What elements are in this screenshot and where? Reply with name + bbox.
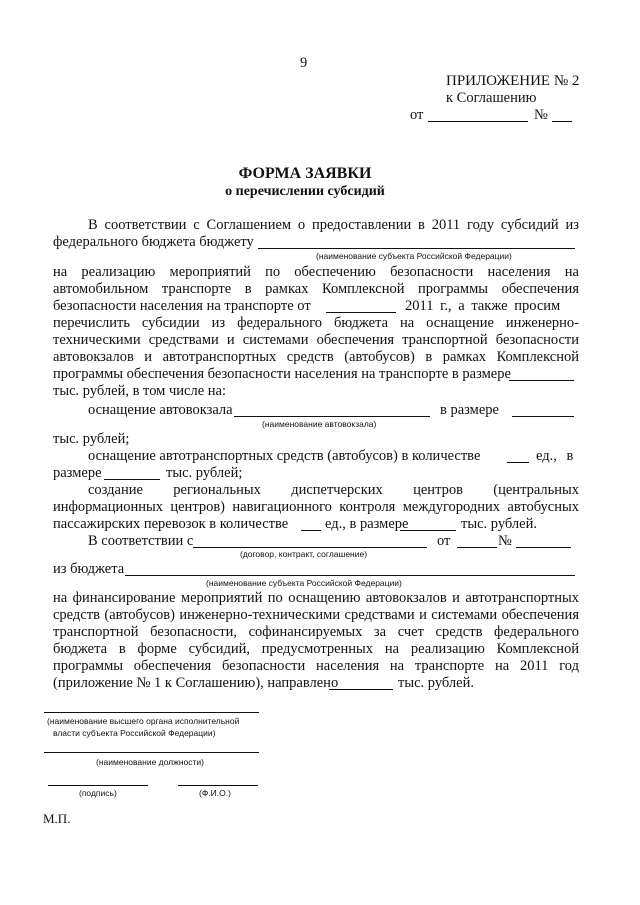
- body-line: информационных центров) навигационного контроля междугородних автобусных: [53, 499, 579, 515]
- body-line: тыс. рублей;: [53, 431, 130, 447]
- body-line: (приложение № 1 к Соглашению), направлено: [53, 675, 339, 691]
- appendix-label: ПРИЛОЖЕНИЕ № 2: [446, 73, 580, 89]
- date-blank: [428, 121, 528, 122]
- body-line: из бюджета: [53, 561, 125, 577]
- body-line: автовокзалов и автотранспортных средств (автобусов) в рамках Комплексной: [53, 349, 579, 365]
- amount-blank: [512, 416, 574, 417]
- body-line: тыс. рублей.: [461, 516, 537, 532]
- body-line: тыс. рублей, в том числе на:: [53, 383, 226, 399]
- body-line: безопасности населения на транспорте от: [53, 298, 311, 314]
- caption-subject: (наименование субъекта Российской Федерации): [316, 251, 512, 261]
- subject-blank: [258, 248, 575, 249]
- organ-blank: [44, 712, 259, 713]
- caption-name: (Ф.И.О.): [199, 788, 231, 798]
- count-blank: [507, 462, 529, 463]
- body-line: средств (автобусов) инженерно-техническими средствами и системами обеспечения: [53, 607, 579, 623]
- caption-organ: власти субъекта Российской Федерации): [53, 728, 216, 738]
- body-line: федерального бюджета бюджету: [53, 234, 254, 250]
- number-blank: [552, 121, 572, 122]
- body-line: ед., в размере: [325, 516, 409, 532]
- page-number: 9: [300, 55, 308, 71]
- contract-blank: [193, 547, 427, 548]
- amount-blank: [400, 530, 456, 531]
- body-line: перечислить субсидии из федерального бюджета на оснащение инженерно-: [53, 315, 579, 331]
- caption-organ: (наименование высшего органа исполнительной: [47, 716, 240, 726]
- count-blank: [301, 530, 321, 531]
- body-line: бюджета в форме субсидий, предусмотренных на реализацию Комплексной: [53, 641, 579, 657]
- body-line: автомобильном транспорте в рамках Комплексной программы обеспечения: [53, 281, 579, 297]
- body-line: В соответствии с: [88, 533, 194, 549]
- body-line: пассажирских перевозок в количестве: [53, 516, 289, 532]
- subject-blank: [125, 575, 575, 576]
- caption-station: (наименование автовокзала): [262, 419, 377, 429]
- name-blank: [178, 785, 258, 786]
- caption-subject: (наименование субъекта Российской Федерации): [206, 578, 402, 588]
- stamp-place: М.П.: [43, 811, 71, 826]
- position-blank: [44, 752, 259, 753]
- body-line: транспортной безопасности, софинансируемых за счет средств федерального: [53, 624, 579, 640]
- body-line: В соответствии с Соглашением о предоставлении в 2011 году субсидий из: [88, 217, 579, 233]
- body-line: №: [498, 533, 512, 549]
- number-blank: [516, 547, 571, 548]
- caption-contract: (договор, контракт, соглашение): [240, 549, 368, 559]
- amount-blank: [509, 380, 574, 381]
- signature-blank: [48, 785, 148, 786]
- body-line: программы обеспечения безопасности населения на транспорте на 2011 год: [53, 658, 579, 674]
- number-label: №: [534, 107, 548, 123]
- body-line: техническими средствами и системами обеспечения транспортной безопасности: [53, 332, 579, 348]
- body-line: тыс. рублей;: [166, 465, 243, 481]
- caption-sign: (подпись): [79, 788, 117, 798]
- body-line: 2011 г., а также просим: [405, 298, 561, 314]
- from-label: от: [410, 107, 424, 123]
- form-subtitle: о перечислении субсидий: [225, 184, 385, 199]
- body-line: в размере: [440, 402, 499, 418]
- form-title: ФОРМА ЗАЯВКИ: [238, 165, 372, 182]
- body-line: создание региональных диспетчерских центров (центральных: [88, 482, 579, 498]
- body-line: от: [437, 533, 451, 549]
- body-line: тыс. рублей.: [398, 675, 474, 691]
- body-line: на финансирование мероприятий по оснащению автовокзалов и автотранспортных: [53, 590, 579, 606]
- amount-blank: [104, 479, 160, 480]
- agreement-label: к Соглашению: [446, 90, 537, 106]
- caption-position: (наименование должности): [96, 757, 204, 767]
- station-blank: [234, 416, 430, 417]
- body-line: ед., в: [536, 448, 574, 464]
- date-blank: [457, 547, 497, 548]
- body-line: оснащение автовокзала: [88, 402, 233, 418]
- body-line: программы обеспечения безопасности населения на транспорте в размере: [53, 366, 511, 382]
- body-line: на реализацию мероприятий по обеспечению безопасности населения на: [53, 264, 579, 280]
- body-line: размере: [53, 465, 102, 481]
- body-line: оснащение автотранспортных средств (автобусов) в количестве: [88, 448, 481, 464]
- date-blank: [326, 312, 396, 313]
- amount-blank: [329, 689, 393, 690]
